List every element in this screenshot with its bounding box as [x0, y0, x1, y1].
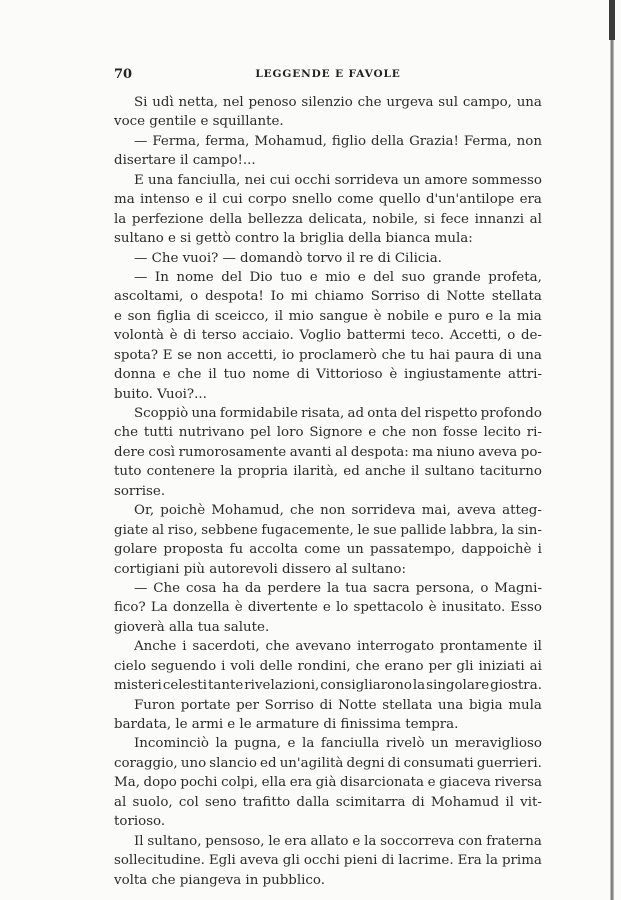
text-line: golare proposta fu accolta come un passatempo, dappoichè i	[114, 542, 542, 558]
text-line: cortigiani più autorevoli dissero al sultano:	[114, 561, 406, 577]
text-line: Incominciò la pugna, e la fanciulla rivelò un meraviglioso	[134, 736, 542, 752]
text-line: buito. Vuoi?...	[114, 386, 207, 402]
text-line: cielo seguendo i voli delle rondini, che erano per gli iniziati ai	[114, 658, 542, 674]
text-line: disertare il campo!...	[114, 153, 256, 169]
page-number: 70	[114, 67, 133, 82]
text-line: bardata, le armi e le armature di finissima tempra.	[114, 717, 459, 732]
text-line: Anche i sacerdoti, che avevano interrogato prontamente il	[134, 639, 542, 655]
text-line: voce gentile e squillante.	[114, 114, 284, 130]
text-line: Furon portate per Sorriso di Notte stellata una bigia mula	[134, 697, 542, 713]
text-line: — In nome del Dio tuo e mio e del suo grande profeta,	[134, 269, 542, 285]
text-line: sollecitudine. Egli aveva gli occhi pieni di lacrime. Era la prima	[114, 853, 542, 869]
text-line: Si udì netta, nel penoso silenzio che urgeva sul campo, una	[134, 95, 542, 110]
text-line: Il sultano, pensoso, le era allato e la soccorreva con fraterna	[134, 833, 542, 849]
text-line: fico? La donzella è divertente e lo spettacolo è inusitato. Esso	[114, 600, 542, 616]
text-line: torioso.	[114, 814, 166, 830]
body-text	[114, 93, 542, 890]
text-line: al suolo, col seno trafitto dalla scimitarra di Mohamud il vit-	[114, 794, 542, 810]
text-line: — Ferma, ferma, Mohamud, figlio della Grazia! Ferma, non	[134, 133, 542, 149]
text-line: Ma, dopo pochi colpi, ella era già disarcionata e giaceva riversa	[114, 775, 542, 791]
text-line: sultano e si gettò contro la briglia della bianca mula:	[114, 231, 473, 247]
text-line: spota? E se non accetti, io proclamerò che tu hai paura di una	[114, 347, 542, 363]
text-line: E una fanciulla, nei cui occhi sorrideva un amore sommesso	[134, 172, 542, 188]
text-line: dere così rumorosamente avanti al despota: ma niuno aveva po-	[114, 444, 542, 460]
text-line: donna e che il tuo nome di Vittorioso è ingiustamente attri-	[114, 367, 542, 383]
text-line: volontà è di terso acciaio. Voglio battermi teco. Accetti, o de-	[114, 328, 542, 344]
text-line: la perfezione della bellezza delicata, nobile, si fece innanzi al	[114, 211, 542, 227]
text-line: ma intenso e il cui corpo snello come quello d'un'antilope era	[114, 192, 542, 208]
running-header	[114, 67, 542, 85]
text-line: sorrise.	[114, 483, 166, 499]
text-line: che tutti nutrivano pel loro Signore e che non fosse lecito ri-	[114, 425, 542, 441]
text-line: giate al riso, sebbene fugacemente, le sue pallide labbra, la sin-	[114, 522, 542, 538]
text-line: volta che piangeva in pubblico.	[114, 872, 326, 888]
text-line: gioverà alla tua salute.	[114, 619, 270, 635]
page-edge-shadow	[610, 0, 614, 900]
text-line: e son figlia di sceicco, il mio sangue è nobile e puro e la mia	[114, 308, 542, 324]
text-line: tuto contenere la propria ilarità, ed anche il sultano taciturno	[114, 464, 542, 480]
text-line: coraggio, uno slancio ed un'agilità degni di consumati guerrieri.	[114, 755, 542, 771]
text-line: — Che cosa ha da perdere la tua sacra persona, o Magni-	[134, 580, 542, 596]
running-title: LEGGENDE E FAVOLE	[255, 68, 401, 80]
text-line: Scoppiò una formidabile risata, ad onta del rispetto profondo	[134, 406, 542, 421]
text-line: ascoltami, o despota! Io mi chiamo Sorriso di Notte stellata	[114, 289, 542, 305]
text-line: Or, poichè Mohamud, che non sorrideva mai, aveva atteg-	[134, 503, 542, 519]
text-line: — Che vuoi? — domandò torvo il re di Cilicia.	[134, 250, 442, 266]
text-line: misteri celesti tante rivelazioni, consigliarono la singolare giostra.	[114, 678, 542, 694]
page-edge-top-mark	[609, 0, 615, 40]
